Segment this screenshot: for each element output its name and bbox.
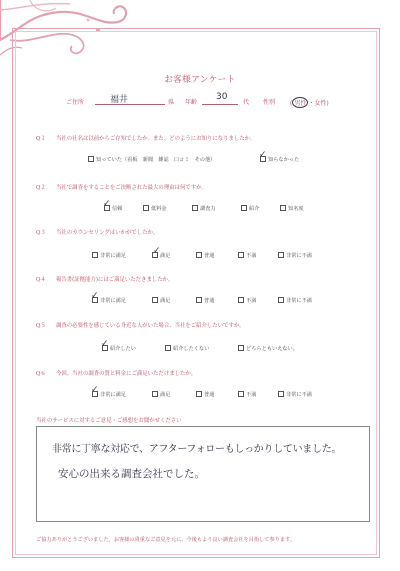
address-underline [95,104,165,105]
q3-option-dissatisfied[interactable]: 不満 [238,252,256,259]
gender-label: 性別 [263,99,276,106]
checkbox[interactable] [278,297,284,303]
q4-option-satisfied[interactable]: 満足 [152,297,170,304]
checkbox[interactable] [238,345,244,351]
q5-option-would-not-refer[interactable]: 紹介したくない [165,345,209,352]
q6-option-very-satisfied[interactable]: 非常に満足 [92,391,126,398]
checkbox[interactable] [280,205,286,211]
checkbox[interactable] [152,391,158,397]
q6-option-dissatisfied[interactable]: 不満 [238,391,256,398]
q5-option-undecided[interactable]: どちらともいえない。 [238,345,298,352]
q3-option-very-dissatisfied[interactable]: 非常に不満 [278,252,312,259]
comment-label: 当社のサービスに対するご意見・ご感想をお聞かせください [36,418,182,424]
gender-female-option[interactable]: 女性 [314,100,327,107]
q1-option-knew[interactable]: 知っていた（看板 新聞 雑誌 口コミ その他） [88,156,215,163]
survey-title: お客様アンケート [164,75,236,85]
checkbox[interactable] [196,297,202,303]
prefecture-label: 県 [168,99,175,106]
checkbox[interactable] [88,156,94,162]
address-label: ご住所 [66,99,85,106]
checkbox[interactable] [143,205,149,211]
q2-option-fame[interactable]: 知名度 [280,205,304,212]
checkbox[interactable] [196,252,202,258]
q2-option-referral[interactable]: 紹介 [241,205,259,212]
q4-option-dissatisfied[interactable]: 不満 [238,297,256,304]
checkbox[interactable] [278,391,284,397]
question-5: Q５ 調査の必要性を感じている身近な人がいた場合、当社をご紹介したいですか。 [36,323,245,329]
checkbox[interactable] [196,391,202,397]
q5-option-would-refer[interactable]: 紹介したい [102,345,136,352]
q1-option-didnt-know[interactable]: 知らなかった [260,156,299,163]
comment-line-2: 安心の出来る調査会社でした。 [58,468,205,480]
checkbox[interactable] [152,297,158,303]
q2-option-low-price[interactable]: 低料金 [143,205,167,212]
check-mark-icon: ✓ [101,339,109,349]
question-3: Q３ 当社のカウンセリングはいかがでしたか。 [36,230,159,236]
check-mark-icon: ✓ [91,291,99,301]
age-suffix: 代 [243,99,250,106]
q6-option-very-dissatisfied[interactable]: 非常に不満 [278,391,312,398]
checkbox[interactable] [238,297,244,303]
q4-option-very-satisfied[interactable]: 非常に満足 [92,297,126,304]
checkbox[interactable] [238,252,244,258]
age-label: 年齢 [185,99,198,106]
check-mark-icon: ✓ [91,385,99,395]
gender-male-option[interactable]: 男性 [292,97,308,108]
check-mark-icon: ✓ [103,199,111,209]
gender-options: ( 男性 ・女性) [290,97,329,108]
checkbox[interactable] [241,205,247,211]
q4-option-normal[interactable]: 普通 [196,297,214,304]
question-4: Q４ 報告書(証拠能力)にはご満足いただきましたか。 [36,277,174,283]
q4-option-very-dissatisfied[interactable]: 非常に不満 [278,297,312,304]
q2-option-ability[interactable]: 調査力 [192,205,216,212]
age-value[interactable]: 30 [216,92,228,102]
q6-option-normal[interactable]: 普通 [196,391,214,398]
check-mark-icon: ✓ [153,246,161,256]
question-6: Q６ 今回、当社の調査の質と料金にご満足いただけましたか。 [36,371,197,377]
age-underline [202,104,238,105]
question-2: Q２ 当社で調査をすることをご決断された最大の理由は何ですか。 [36,185,207,191]
checkbox[interactable] [92,252,98,258]
address-value[interactable]: 福井 [110,95,129,105]
question-1: Q１ 当社の社名は以前からご存知でしたか。また、どのようにお知りになりましたか。 [36,136,256,142]
q3-option-very-satisfied[interactable]: 非常に満足 [92,252,126,259]
checkbox[interactable] [192,205,198,211]
q6-option-satisfied[interactable]: 満足 [152,391,170,398]
q3-option-satisfied[interactable]: 満足 [152,252,170,259]
check-mark-icon: ✓ [259,150,267,160]
checkbox[interactable] [165,345,171,351]
checkbox[interactable] [278,252,284,258]
q3-option-normal[interactable]: 普通 [196,252,214,259]
checkbox[interactable] [238,391,244,397]
footer-note: ご協力ありがとうございました。お客様の貴重なご意見を元に、今後もより良い調査会社を目指して参ります。 [36,537,295,543]
comment-line-1: 非常に丁寧な対応で、アフターフォローもしっかりしていました。 [52,444,342,455]
q2-option-trust[interactable]: 信頼 [104,205,122,212]
